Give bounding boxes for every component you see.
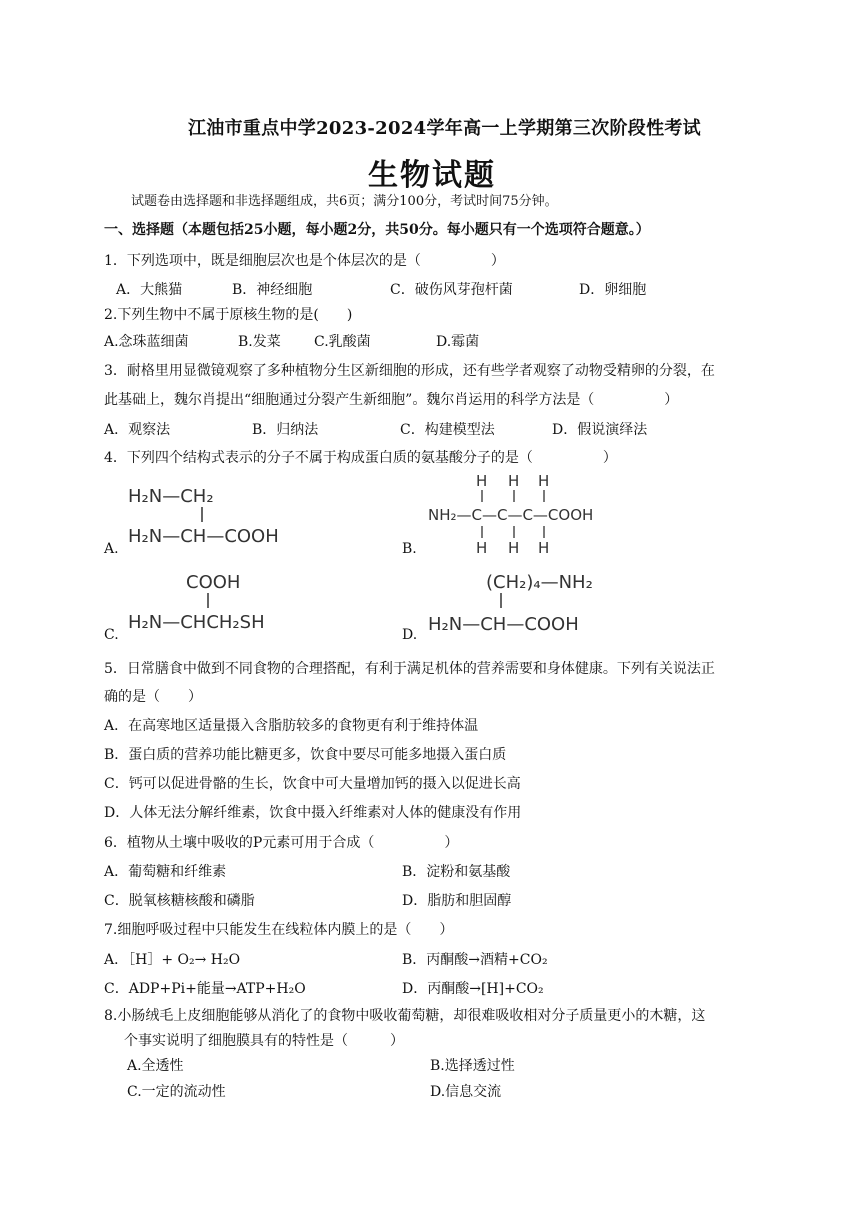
q1-stem: 1．下列选项中，既是细胞层次也是个体层次的是（ ） — [104, 253, 505, 269]
q8-option-a: A.全透性 — [127, 1058, 184, 1074]
mol-b-chain: NH₂—C—C—C—COOH — [428, 506, 594, 524]
q7-option-b: B．丙酮酸→酒精+CO₂ — [402, 952, 548, 968]
q8-option-c: C.一定的流动性 — [127, 1084, 226, 1100]
q3-option-c: C．构建模型法 — [400, 422, 495, 438]
q3-option-b: B．归纳法 — [252, 422, 319, 438]
mol-a-top-text: H₂N—CH₂ — [128, 486, 214, 507]
section-heading: 一、选择题（本题包括25小题，每小题2分，共50分。每小题只有一个选项符合题意。） — [104, 222, 650, 238]
q2-option-c: C.乳酸菌 — [314, 334, 371, 350]
q1-option-a: A．大熊猫 — [116, 282, 183, 298]
q5-option-d: D．人体无法分解纤维素，饮食中摄入纤维素对人体的健康没有作用 — [104, 805, 522, 821]
q3-option-d: D．假说演绎法 — [552, 422, 648, 438]
q8-stem-line1: 8.小肠绒毛上皮细胞能够从消化了的食物中吸收葡萄糖，却很难吸收相对分子质量更小的木糖，这 — [104, 1008, 706, 1024]
q4-molecule-a — [126, 482, 306, 552]
q4-stem: 4．下列四个结构式表示的分子不属于构成蛋白质的氨基酸分子的是（ ） — [104, 450, 617, 466]
q6-option-a: A．葡萄糖和纤维素 — [104, 864, 227, 880]
q7-option-d: D．丙酮酸→[H]+CO₂ — [402, 981, 544, 997]
exam-subject: 生物试题 — [368, 158, 496, 193]
q8-option-b: B.选择透过性 — [430, 1058, 515, 1074]
q5-stem-line2: 确的是（ ） — [104, 689, 202, 705]
q5-stem-line1: 5．日常膳食中做到不同食物的合理搭配，有利于满足机体的营养需要和身体健康。下列有关说法正 — [104, 661, 715, 677]
q1-option-b: B．神经细胞 — [232, 282, 313, 298]
q6-option-b: B．淀粉和氨基酸 — [402, 864, 511, 880]
q4-option-d-label: D. — [402, 627, 418, 643]
mol-b-h-top-3: H — [538, 472, 550, 490]
q4-option-c-label: C. — [104, 627, 119, 643]
mol-c-top-text: COOH — [186, 572, 241, 593]
q8-stem-line2: 个事实说明了细胞膜具有的特性是（ ） — [124, 1033, 404, 1049]
q2-option-d: D.霉菌 — [436, 334, 480, 350]
q4-molecule-d — [426, 568, 616, 638]
mol-d-bottom-text: H₂N—CH—COOH — [428, 614, 579, 635]
mol-b-h-top-1: H — [476, 472, 488, 490]
q6-stem: 6．植物从土壤中吸收的P元素可用于合成（ ） — [104, 835, 459, 851]
mol-b-h-top-2: H — [508, 472, 520, 490]
q4-molecule-b — [426, 470, 626, 556]
q1-option-d: D．卵细胞 — [579, 282, 647, 298]
q1-option-c: C．破伤风芽孢杆菌 — [390, 282, 513, 298]
q3-stem-line2: 此基础上，魏尔肖提出“细胞通过分裂产生新细胞”。魏尔肖运用的科学方法是（ ） — [104, 392, 679, 408]
q6-option-c: C．脱氧核糖核酸和磷脂 — [104, 893, 255, 909]
q2-stem: 2.下列生物中不属于原核生物的是( ) — [104, 307, 353, 323]
q4-option-a-label: A. — [104, 541, 119, 557]
exam-title: 江油市重点中学2023-2024学年高一上学期第三次阶段性考试 — [188, 118, 701, 139]
q8-option-d: D.信息交流 — [430, 1084, 502, 1100]
q7-option-a: A．［H］+ O₂→ H₂O — [104, 952, 241, 968]
mol-a-bottom-text: H₂N—CH—COOH — [128, 526, 279, 547]
q7-stem: 7.细胞呼吸过程中只能发生在线粒体内膜上的是（ ） — [104, 922, 454, 938]
q2-option-a: A.念珠蓝细菌 — [104, 334, 189, 350]
q5-option-a: A．在高寒地区适量摄入含脂肪较多的食物更有利于维持体温 — [104, 718, 479, 734]
q6-option-d: D．脂肪和胆固醇 — [402, 893, 512, 909]
q4-option-b-label: B. — [402, 541, 417, 557]
q5-option-b: B．蛋白质的营养功能比糖更多，饮食中要尽可能多地摄入蛋白质 — [104, 747, 507, 763]
mol-b-h-bottom-1: H — [476, 539, 488, 557]
q2-option-b: B.发菜 — [238, 334, 281, 350]
q3-stem-line1: 3．耐格里用显微镜观察了多种植物分生区新细胞的形成，还有些学者观察了动物受精卵的分裂，在 — [104, 363, 715, 379]
q7-option-c: C．ADP+Pi+能量→ATP+H₂O — [104, 981, 306, 997]
mol-b-h-bottom-3: H — [538, 539, 550, 557]
mol-c-bottom-text: H₂N—CHCH₂SH — [128, 612, 265, 633]
q3-option-a: A．观察法 — [104, 422, 171, 438]
mol-d-top-text: (CH₂)₄—NH₂ — [486, 572, 593, 593]
mol-b-h-bottom-2: H — [508, 539, 520, 557]
q4-molecule-c — [126, 568, 296, 638]
exam-intro: 试题卷由选择题和非选择题组成，共6页；满分100分，考试时间75分钟。 — [131, 194, 558, 209]
q5-option-c: C．钙可以促进骨骼的生长，饮食中可大量增加钙的摄入以促进长高 — [104, 776, 521, 792]
